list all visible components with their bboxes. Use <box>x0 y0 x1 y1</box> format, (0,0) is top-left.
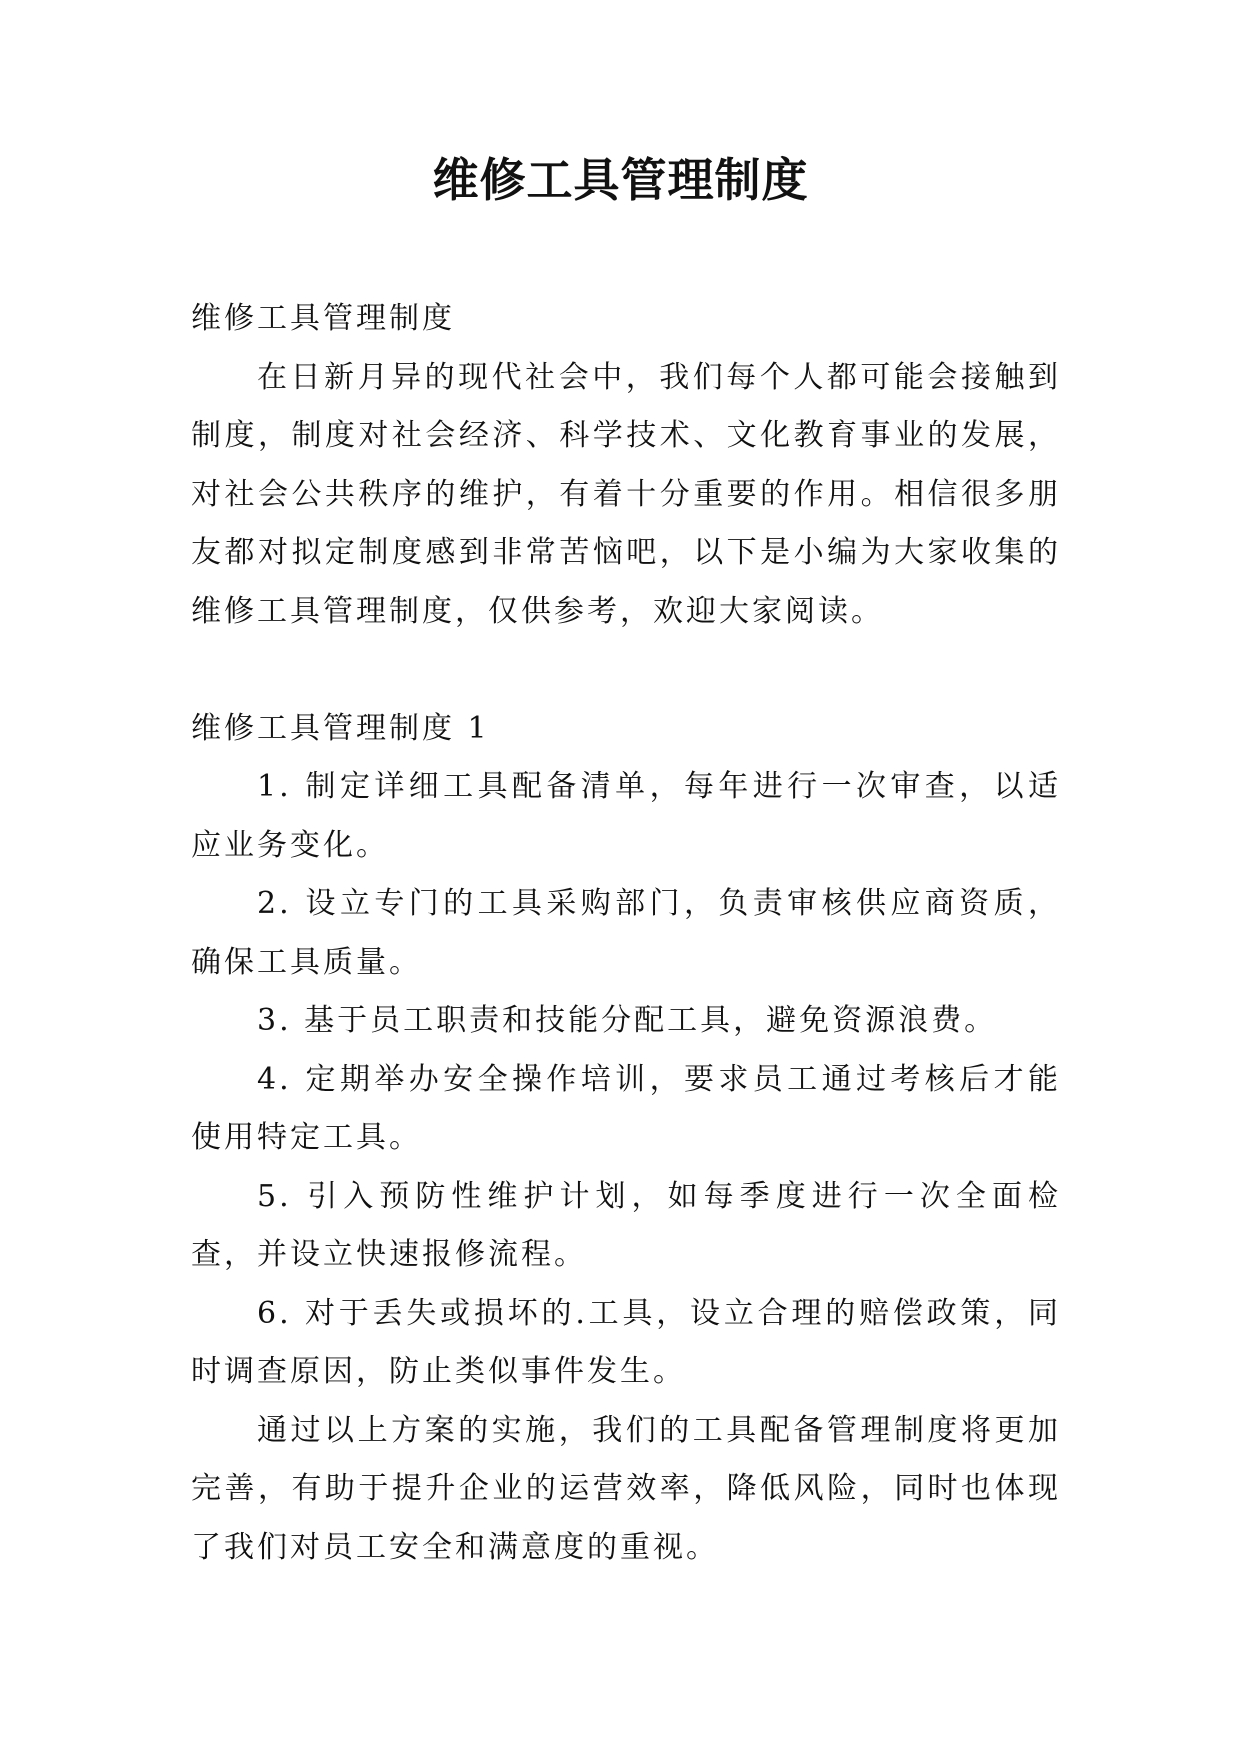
conclusion-paragraph: 通过以上方案的实施，我们的工具配备管理制度将更加完善，有助于提升企业的运营效率，降低风险，同时也体现了我们对员工安全和满意度的重视。 <box>191 1412 1061 1565</box>
document-title: 维修工具管理制度 <box>432 153 809 207</box>
section-heading: 维修工具管理制度 1 <box>191 710 490 746</box>
list-item-2: 2. 设立专门的工具采购部门，负责审核供应商资质，确保工具质量。 <box>191 886 1061 980</box>
list-item-3: 3. 基于员工职责和技能分配工具，避免资源浪费。 <box>257 1003 998 1038</box>
list-item-1: 1. 制定详细工具配备清单，每年进行一次审查，以适应业务变化。 <box>191 769 1061 863</box>
list-item-5: 5. 引入预防性维护计划，如每季度进行一次全面检查，并设立快速报修流程。 <box>191 1178 1061 1272</box>
list-item-6: 6. 对于丢失或损坏的.工具，设立合理的赔偿政策，同时调查原因，防止类似事件发生。 <box>191 1295 1061 1389</box>
list-item-4: 4. 定期举办安全操作培训，要求员工通过考核后才能使用特定工具。 <box>191 1061 1061 1155</box>
subtitle: 维修工具管理制度 <box>191 301 455 336</box>
intro-paragraph: 在日新月异的现代社会中，我们每个人都可能会接触到制度，制度对社会经济、科学技术、文化教育事业的发展，对社会公共秩序的维护，有着十分重要的作用。相信很多朋友都对拟定制度感到非常苦恼吧，以下是小编为大家收集的维修工具管理制度，仅供参考，欢迎大家阅读。 <box>191 359 1061 629</box>
document-body <box>191 290 1061 1577</box>
